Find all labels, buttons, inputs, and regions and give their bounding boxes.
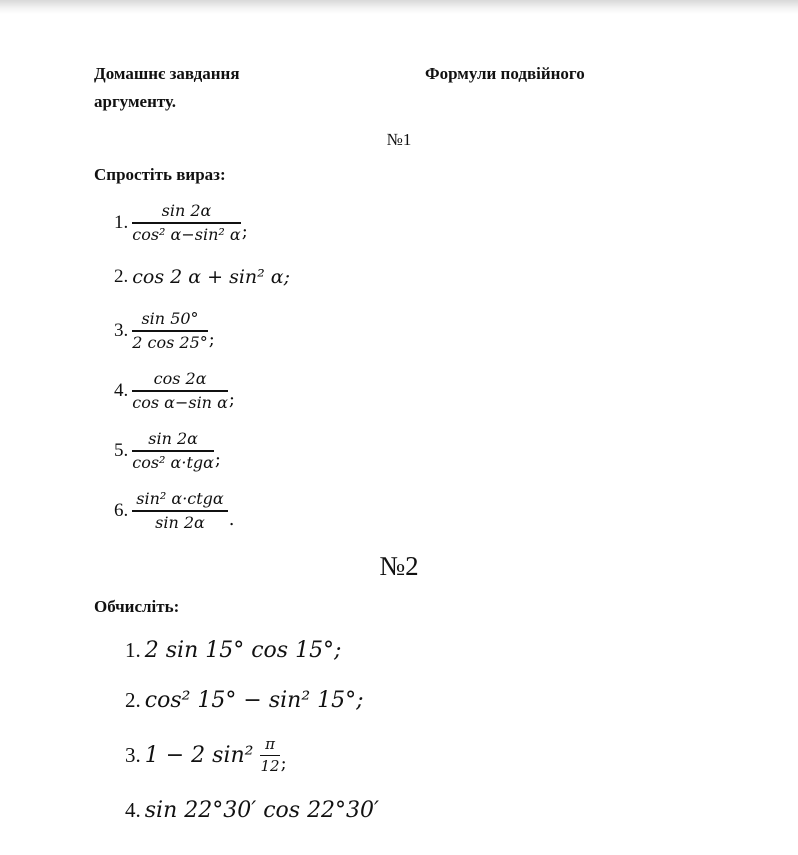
fraction xyxy=(132,489,227,533)
document-header xyxy=(94,60,728,116)
task2-item-1 xyxy=(125,625,798,675)
item-number: 3. xyxy=(114,320,129,341)
fraction-numerator: cos 2α xyxy=(132,369,228,392)
task1-item-3 xyxy=(114,301,798,361)
item-number: 4. xyxy=(114,380,129,401)
item-punctuation: ; xyxy=(228,388,235,410)
fraction xyxy=(132,309,208,353)
item-number: 1. xyxy=(125,637,141,662)
fraction-numerator: sin 2α xyxy=(132,201,240,224)
task1-item-5 xyxy=(114,421,798,481)
task1-item-4 xyxy=(114,361,798,421)
homework-title: Домашнє завдання xyxy=(94,64,240,83)
header-line-1 xyxy=(94,60,728,88)
fraction-numerator: sin 2α xyxy=(132,429,214,452)
fraction xyxy=(132,429,214,473)
topic-title-continuation: аргументу. xyxy=(94,92,177,111)
fraction-numerator: π xyxy=(260,735,279,756)
item-punctuation: ; xyxy=(214,448,221,470)
fraction-numerator: sin² α·ctgα xyxy=(132,489,227,512)
item-punctuation: ; xyxy=(280,752,287,774)
item-number: 4. xyxy=(125,797,141,822)
task1-item-2 xyxy=(114,253,798,301)
item-number: 3. xyxy=(125,742,141,767)
fraction xyxy=(260,735,279,776)
item-number: 5. xyxy=(114,440,129,461)
fraction-denominator: sin 2α xyxy=(155,513,205,532)
task2-item-2 xyxy=(125,675,798,725)
fraction-denominator: cos² α−sin² α xyxy=(132,225,241,244)
item-number: 2. xyxy=(125,687,141,712)
fraction-denominator: 2 cos 25° xyxy=(132,333,208,352)
task2-item-4 xyxy=(125,785,798,835)
task2-number: №2 xyxy=(379,551,419,581)
item-expression: cos² 15° − sin² 15°; xyxy=(144,687,364,713)
item-punctuation: ; xyxy=(208,328,215,350)
fraction-denominator: cos α−sin α xyxy=(132,393,228,412)
task1-instruction: Спростіть вираз: xyxy=(94,165,226,184)
fraction-denominator: cos² α·tgα xyxy=(132,453,214,472)
task1-item-6 xyxy=(114,481,798,541)
item-expression-prefix: 1 − 2 sin² xyxy=(144,742,261,768)
fraction-numerator: sin 50° xyxy=(132,309,208,332)
fraction xyxy=(132,369,228,413)
item-number: 2. xyxy=(114,266,129,287)
item-number: 1. xyxy=(114,212,129,233)
fraction xyxy=(132,201,240,245)
item-number: 6. xyxy=(114,500,129,521)
top-shadow xyxy=(0,0,798,14)
topic-title: Формули подвійного xyxy=(425,64,585,83)
item-punctuation: ; xyxy=(241,220,248,242)
task2-instruction: Обчисліть: xyxy=(94,597,180,616)
task1-list xyxy=(114,193,798,541)
task2-list xyxy=(125,625,798,835)
item-punctuation: . xyxy=(228,508,235,530)
item-expression: cos 2 α + sin² α; xyxy=(132,266,291,288)
item-expression: sin 22°30′ cos 22°30′ xyxy=(144,797,380,823)
task2-item-3 xyxy=(125,725,798,785)
task1-number: №1 xyxy=(386,130,412,149)
fraction-denominator: 12 xyxy=(260,756,280,775)
task1-item-1 xyxy=(114,193,798,253)
item-expression: 2 sin 15° cos 15°; xyxy=(144,637,342,663)
